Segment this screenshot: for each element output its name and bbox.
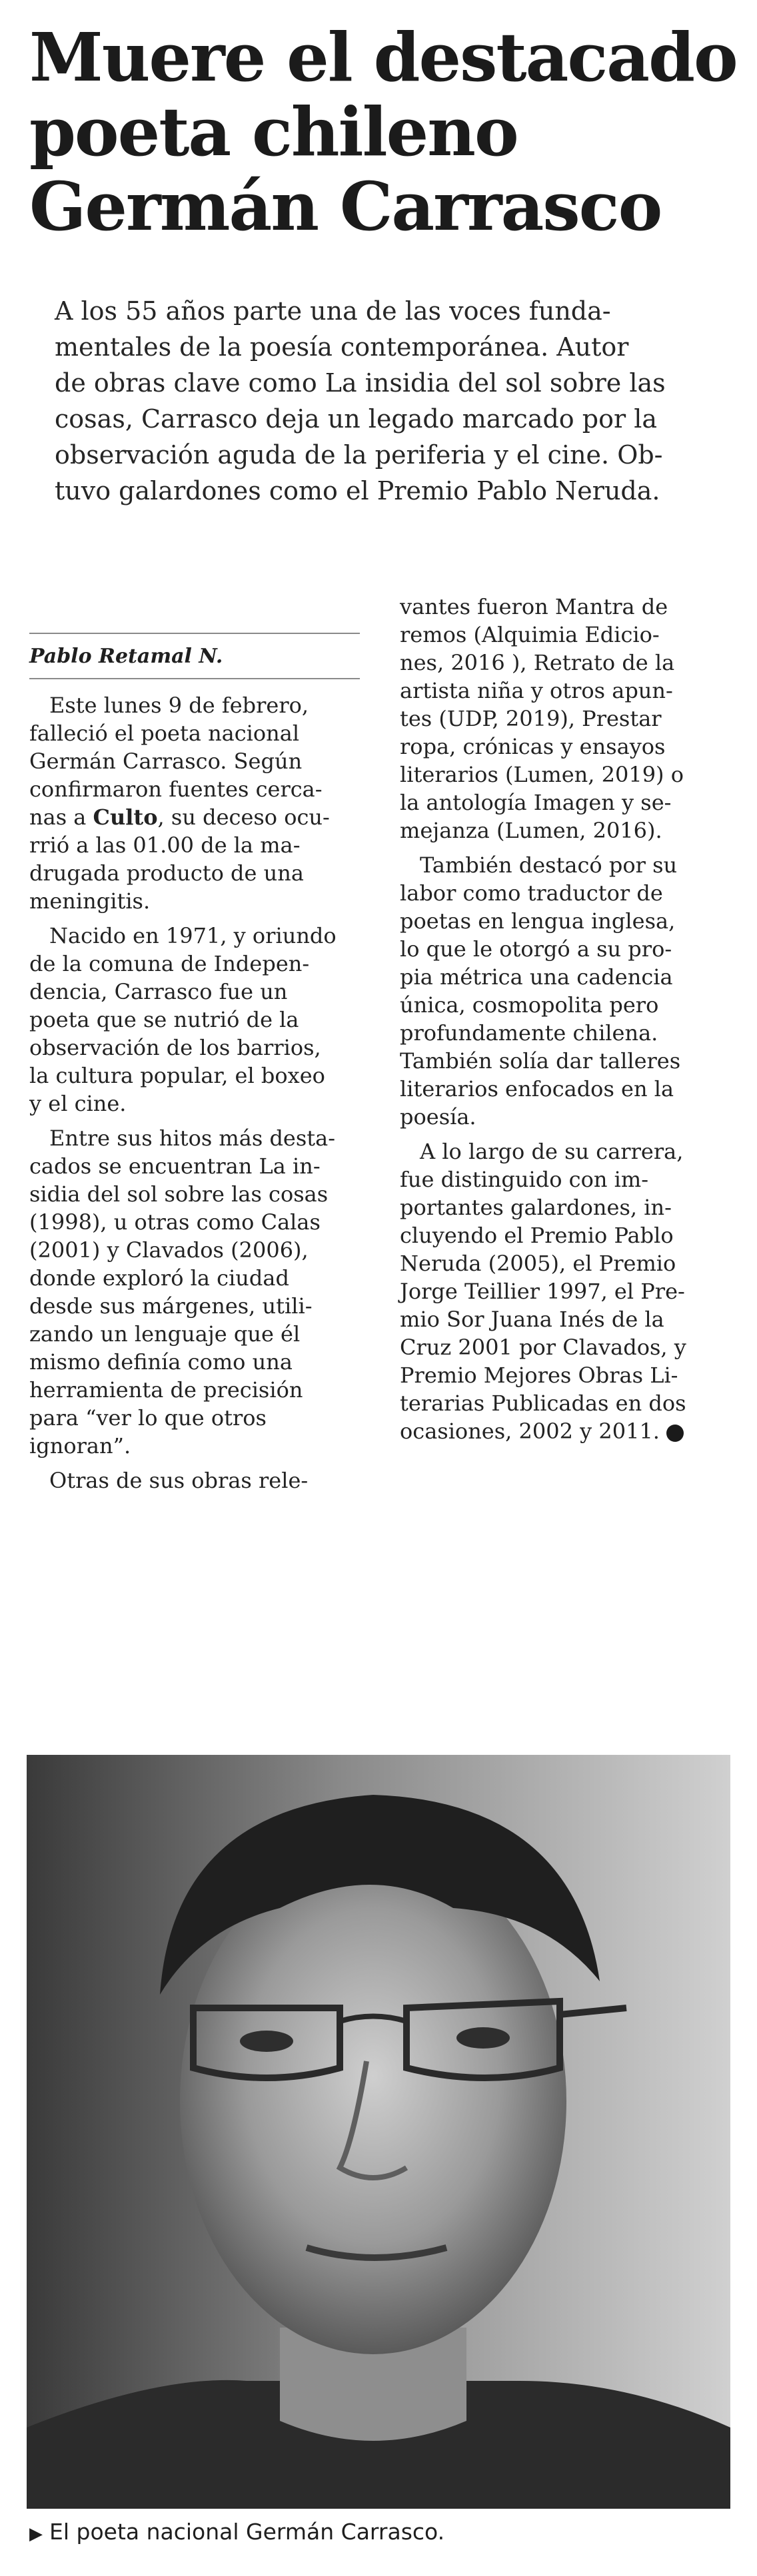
text-line: fue distinguido con im- [400, 1167, 649, 1192]
text-line: Jorge Teillier 1997, el Pre- [400, 1279, 685, 1304]
text-line: portantes galardones, in- [400, 1195, 672, 1220]
paragraph [29, 1466, 360, 1494]
paragraph [29, 922, 360, 1118]
text-line: mismo definía como una [29, 1349, 293, 1375]
text-line: pia métrica una cadencia [400, 964, 673, 990]
headline [29, 20, 736, 244]
text-line: Neruda (2005), el Premio [400, 1251, 676, 1276]
deck-line: cosas, Carrasco deja un legado marcado por la [55, 404, 658, 434]
paragraph [400, 593, 733, 844]
text-line: y el cine. [29, 1091, 127, 1116]
text-line: la cultura popular, el boxeo [29, 1063, 325, 1088]
text-line: para “ver lo que otros ignoran”. [29, 1405, 267, 1458]
text-line: vantes fueron Mantra de [400, 594, 668, 619]
text-line [400, 1417, 733, 1445]
text-line: poesía. [400, 1104, 476, 1129]
text-line: Entre sus hitos más desta- [49, 1126, 336, 1151]
headline-line: Germán Carrasco [29, 167, 662, 246]
text-line: rrió a las 01.00 de la ma- [29, 832, 301, 858]
text-line: mejanza (Lumen, 2016). [400, 818, 662, 843]
text-line: desde sus márgenes, utili- [29, 1293, 313, 1319]
deck-line: A los 55 años parte una de las voces funda- [55, 296, 611, 326]
text-line: herramienta de precisión [29, 1377, 303, 1403]
text-line: Germán Carrasco. Según [29, 749, 303, 774]
end-mark-icon [666, 1425, 684, 1442]
deck-line: observación aguda de la periferia y el cine. Ob- [55, 440, 663, 470]
deck-line: mentales de la poesía contemporánea. Autor [55, 332, 629, 362]
text-line: tes (UDP, 2019), Prestar [400, 706, 662, 731]
text-line: dencia, Carrasco fue un [29, 979, 288, 1004]
photo-caption [29, 2517, 729, 2549]
paragraph [29, 1124, 360, 1460]
headline-line: poeta chileno [29, 93, 518, 171]
text-line: Otras de sus obras rele- [49, 1468, 309, 1493]
text-line: cados se encuentran La in- [29, 1153, 321, 1179]
text-line: confirmaron fuentes cerca- [29, 777, 323, 802]
text-line: También solía dar talleres [400, 1048, 681, 1074]
text-fragment: nas a [29, 805, 93, 830]
headline-line: Muere el destacado [29, 18, 737, 97]
text-line: literarios enfocados en la [400, 1076, 674, 1102]
text-line: lo que le otorgó a su pro- [400, 936, 672, 962]
text-line: única, cosmopolita pero [400, 992, 659, 1018]
text-line: nes, 2016 ), Retrato de la [400, 650, 675, 675]
text-line: mio Sor Juana Inés de la [400, 1307, 664, 1332]
caption-text: El poeta nacional Germán Carrasco. [49, 2519, 445, 2545]
text-line: sidia del sol sobre las cosas [29, 1181, 329, 1207]
text-line: poeta que se nutrió de la [29, 1007, 299, 1032]
text-line: A lo largo de su carrera, [420, 1139, 684, 1164]
text-line: falleció el poeta nacional [29, 721, 300, 746]
text-line: (1998), u otras como Calas [29, 1209, 321, 1235]
deck-summary [55, 293, 721, 509]
text-line: Premio Mejores Obras Li- [400, 1363, 678, 1388]
text-line: ropa, crónicas y ensayos [400, 734, 666, 759]
text-line: cluyendo el Premio Pablo [400, 1223, 674, 1248]
text-line: (2001) y Clavados (2006), [29, 1237, 309, 1263]
text-line: donde exploró la ciudad [29, 1265, 289, 1291]
paragraph [400, 851, 733, 1131]
text-line: También destacó por su [420, 852, 678, 878]
text-line [29, 803, 360, 831]
portrait-photo [27, 1755, 730, 2509]
deck-line: tuvo galardones como el Premio Pablo Neruda. [55, 476, 660, 505]
caption-arrow-icon: ▶ [29, 2524, 43, 2544]
text-line: artista niña y otros apun- [400, 678, 673, 703]
byline: Pablo Retamal N. [29, 645, 223, 668]
text-fragment: ocasiones, 2002 y 2011. [400, 1419, 660, 1444]
text-line: poetas en lengua inglesa, [400, 908, 676, 934]
text-line: zando un lenguaje que él [29, 1321, 301, 1347]
paragraph [29, 691, 360, 915]
text-line: observación de los barrios, [29, 1035, 321, 1060]
text-fragment: , su deceso ocu- [157, 805, 330, 830]
text-line: Cruz 2001 por Clavados, y [400, 1335, 686, 1360]
text-line: la antología Imagen y se- [400, 790, 672, 815]
portrait-illustration [27, 1755, 730, 2509]
text-line: literarios (Lumen, 2019) o [400, 762, 684, 787]
text-line: terarias Publicadas en dos [400, 1391, 686, 1416]
text-line: drugada producto de una [29, 860, 304, 886]
paragraph [400, 1137, 733, 1445]
culto-brand: Culto [93, 805, 158, 830]
article-column-left [29, 633, 360, 1494]
text-line: Nacido en 1971, y oriundo [49, 923, 337, 948]
text-line: remos (Alquimia Edicio- [400, 622, 660, 647]
deck-line: de obras clave como La insidia del sol sobre las [55, 368, 666, 398]
text-line: Este lunes 9 de febrero, [49, 693, 309, 718]
article-column-right [400, 593, 733, 1445]
text-line: de la comuna de Indepen- [29, 951, 310, 976]
text-line: meningitis. [29, 888, 151, 914]
text-line: profundamente chilena. [400, 1020, 658, 1046]
text-line: labor como traductor de [400, 880, 663, 906]
